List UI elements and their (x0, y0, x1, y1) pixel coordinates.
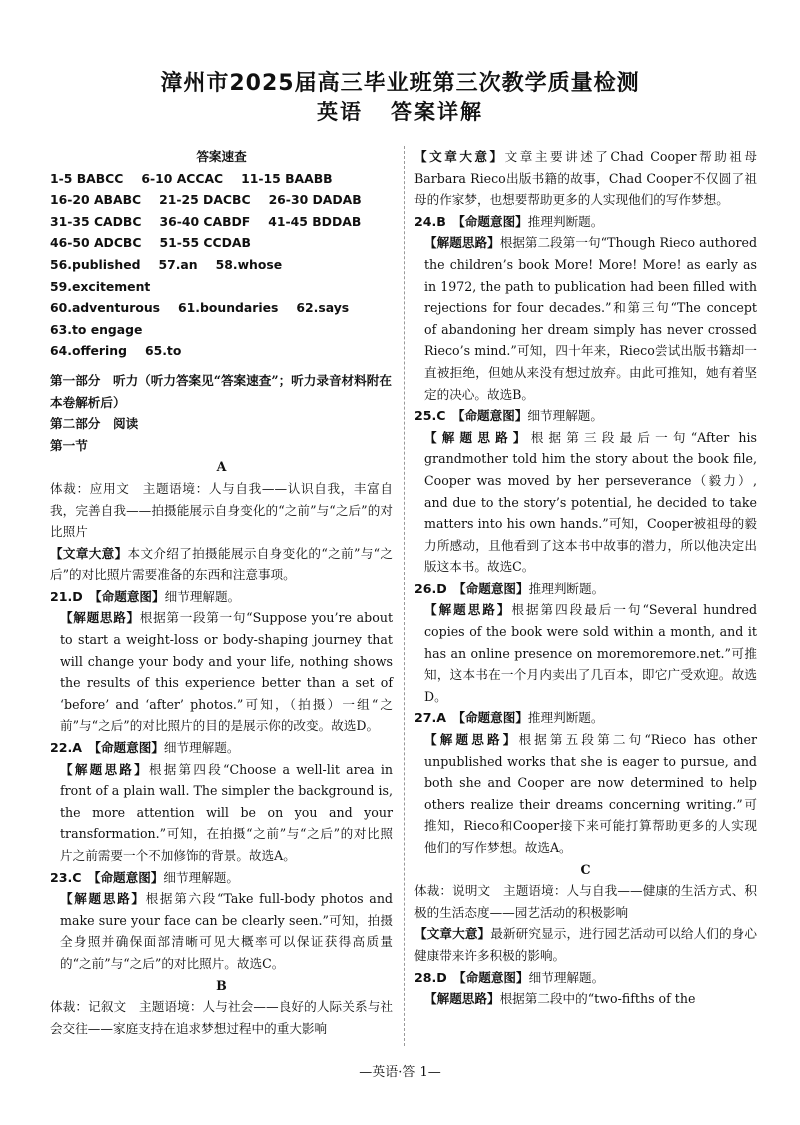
passage-a-genre: 体裁：应用文 主题语境：人与自我——认识自我，丰富自我，完善自我——拍摄能展示自身变化的“之前”与“之后”的对比照片 (50, 480, 393, 540)
answer-key-entry: 57.an (158, 256, 198, 272)
answer-key-row (50, 189, 393, 211)
answer-key-entry: 46-50 ADCBC (50, 235, 142, 251)
question-number: 21.D (50, 588, 83, 604)
right-column (414, 146, 757, 1010)
passage-a-letter: A (216, 459, 227, 475)
answer-key-entry: 59.excitement (50, 278, 151, 294)
question-28 (414, 967, 757, 989)
answer-key-row (50, 168, 393, 190)
answer-key-entry: 64.offering (50, 343, 127, 359)
answer-key-entry: 58.whose (215, 256, 283, 272)
subtitle-label: 答案详解 (391, 100, 483, 124)
intent-tag: 【命题意图】 (458, 408, 528, 424)
question-24 (414, 211, 757, 233)
summary-tag: 【文章大意】 (414, 926, 491, 942)
passage-b-genre: 体裁：记叙文 主题语境：人与社会——良好的人际关系与社会交往——家庭支持在追求梦想过程中的重大影响 (50, 999, 393, 1036)
question-21 (50, 586, 393, 608)
section1-heading: 第一节 (50, 437, 88, 453)
column-divider (404, 146, 405, 1046)
part1-heading: 第一部分 听力（听力答案见“答案速查”；听力录音材料附在本卷解析后） (50, 372, 392, 410)
answer-key-entry: 11-15 BAABB (241, 170, 333, 186)
reason-tag: 【解题思路】 (60, 891, 146, 907)
reason-text: 根据第一段第一句“Suppose you’re about to start a weight-loss or body-shaping journey that will change your body and your life, nothing shows the results of this experience better than a set of ‘before’ and ‘after’ photos.”可知，（拍摄）一组“之前”与“之后”的对比照片的目的是展示你的改变。故选D。 (60, 610, 394, 734)
question-27 (414, 707, 757, 729)
answer-key-row (50, 211, 393, 233)
reason-tag: 【解题思路】 (424, 991, 500, 1007)
question-number: 28.D (414, 969, 447, 985)
reason-text: 根据第二段第一句“Though Rieco authored the children’s book More! More! More! as early as in 1972, the path to publication had been filled with rejections for four decades.”和第三句“The concept of abandoning her dream simply has never crossed Rieco’s mind.”可知，四十年来，Rieco尝试出版书籍却一直被拒绝，但她从来没有想过放弃。由此可推知，她有着坚定的决心。故选B。 (424, 235, 758, 402)
answer-key-entry: 26-30 DADAB (268, 192, 362, 208)
answer-key (50, 168, 393, 362)
intent-text: 细节理解题。 (163, 869, 239, 885)
part2-heading: 第二部分 阅读 (50, 416, 139, 432)
summary-tag: 【文章大意】 (50, 545, 128, 561)
answer-key-entry: 65.to (144, 343, 182, 359)
answer-key-entry: 36-40 CABDF (159, 213, 251, 229)
intent-text: 细节理解题。 (527, 408, 603, 424)
passage-b-letter: B (216, 977, 227, 993)
passage-c-genre: 体裁：说明文 主题语境：人与自我——健康的生活方式、积极的生活态度——园艺活动的积极影响 (414, 883, 757, 920)
reason-text: 根据第六段“Take full-body photos and make sure your face can be clearly seen.”可知，拍摄全身照并确保面部清晰可见大概率可以保证获得高质量的“之前”与“之后”的对比照片。故选C。 (60, 891, 393, 971)
question-number: 26.D (414, 580, 447, 596)
summary-tag: 【文章大意】 (414, 149, 505, 164)
intent-tag: 【命题意图】 (94, 869, 164, 885)
answer-key-entry: 31-35 CADBC (50, 213, 142, 229)
page-footer: —英语·答 1— (359, 1065, 441, 1080)
intent-tag: 【命题意图】 (458, 213, 528, 229)
question-25-reason (414, 427, 757, 578)
answer-key-entry: 62.says (296, 300, 350, 316)
question-number: 25.C (414, 408, 446, 424)
reason-text: 根据第五段第二句“Rieco has other unpublished works that she is eager to pursue, and both she and Cooper are now determined to help others realize their dreams concerning writing.”可推知，Rieco和Cooper接下来可能打算帮助更多的人实现他们的写作梦想。故选A。 (424, 732, 757, 855)
answer-key-row (50, 340, 393, 362)
question-21-reason (50, 607, 393, 737)
answer-key-row (50, 232, 393, 254)
left-column (50, 146, 393, 1039)
answer-key-entry: 6-10 ACCAC (141, 170, 224, 186)
question-28-reason (414, 988, 757, 1010)
reason-tag: 【解题思路】 (424, 429, 531, 445)
question-26-reason (414, 599, 757, 707)
passage-b-summary (414, 146, 757, 211)
answer-key-row (50, 254, 393, 297)
answer-key-row (50, 297, 393, 340)
question-27-reason (414, 729, 757, 859)
summary-text: 文章主要讲述了Chad Cooper帮助祖母Barbara Rieco出版书籍的故事，Chad Cooper不仅圆了祖母的作家梦，也想要帮助更多的人实现他们的写作梦想。 (414, 149, 758, 208)
reason-tag: 【解题思路】 (424, 732, 519, 748)
answer-key-entry: 51-55 CCDAB (159, 235, 251, 251)
exam-title: 漳州市2025届高三毕业班第三次教学质量检测 (160, 71, 640, 96)
answer-key-heading: 答案速查 (196, 149, 247, 164)
question-number: 27.A (414, 710, 447, 726)
reason-tag: 【解题思路】 (60, 761, 149, 777)
answer-key-entry: 41-45 BDDAB (268, 213, 362, 229)
intent-tag: 【命题意图】 (459, 969, 529, 985)
intent-text: 细节理解题。 (528, 969, 605, 985)
subject-label: 英语 (317, 100, 363, 124)
passage-c-letter: C (580, 861, 591, 877)
answer-key-entry: 60.adventurous (50, 300, 161, 316)
question-25 (414, 405, 757, 427)
summary-text: 最新研究显示，进行园艺活动可以给人们的身心健康带来许多积极的影响。 (414, 926, 758, 963)
question-22 (50, 737, 393, 759)
reason-tag: 【解题思路】 (60, 610, 140, 626)
answer-key-entry: 21-25 DACBC (159, 192, 251, 208)
intent-text: 推理判断题。 (527, 213, 604, 229)
intent-text: 推理判断题。 (527, 710, 604, 726)
reason-text: 根据第四段最后一句“Several hundred copies of the book were sold within a month, and it has an online presence on moremoremore.net.”可推知，这本书在一个月内卖出了几百本，即它广受欢迎。故选D。 (424, 602, 758, 704)
reason-text: 根据第二段中的“two-fifths of the (499, 991, 696, 1007)
answer-key-entry: 63.to engage (50, 321, 143, 337)
question-23-reason (50, 888, 393, 974)
reason-tag: 【解题思路】 (424, 602, 512, 618)
question-number: 22.A (50, 740, 83, 756)
exam-subtitle (0, 96, 800, 126)
reason-text: 根据第三段最后一句“After his grandmother told him the story about the book file, Cooper was moved by her perseverance（毅力）, and due to the story’s potential, he decided to take matters into his own hands.”可知，Cooper被祖母的毅力所感动，且他看到了这本书中故事的潜力，所以他决定出版这本书。故选C。 (424, 429, 757, 575)
intent-tag: 【命题意图】 (458, 710, 528, 726)
intent-text: 细节理解题。 (163, 740, 240, 756)
reason-text: 根据第四段“Choose a well-lit area in front of a plain wall. The simpler the background is, the more attention will be on you and your transformation.”可知，在拍摄“之前”与“之后”的对比照片之前需要一个不加修饰的背景。故选A。 (60, 761, 393, 863)
reason-tag: 【解题思路】 (424, 235, 500, 251)
answer-key-entry: 61.boundaries (178, 300, 279, 316)
question-23 (50, 867, 393, 889)
answer-key-entry: 56.published (50, 256, 141, 272)
passage-a-summary (50, 543, 393, 586)
intent-tag: 【命题意图】 (459, 580, 529, 596)
intent-text: 推理判断题。 (528, 580, 605, 596)
intent-tag: 【命题意图】 (94, 740, 164, 756)
summary-text: 本文介绍了拍摄能展示自身变化的“之前”与“之后”的对比照片需要准备的东西和注意事项。 (50, 545, 393, 583)
question-22-reason (50, 759, 393, 867)
answer-key-entry: 1-5 BABCC (50, 170, 124, 186)
question-number: 23.C (50, 869, 82, 885)
question-26 (414, 578, 757, 600)
intent-tag: 【命题意图】 (95, 588, 165, 604)
passage-c-summary (414, 923, 757, 966)
answer-key-entry: 16-20 ABABC (50, 192, 142, 208)
question-24-reason (414, 232, 757, 405)
question-number: 24.B (414, 213, 446, 229)
intent-text: 细节理解题。 (164, 588, 241, 604)
